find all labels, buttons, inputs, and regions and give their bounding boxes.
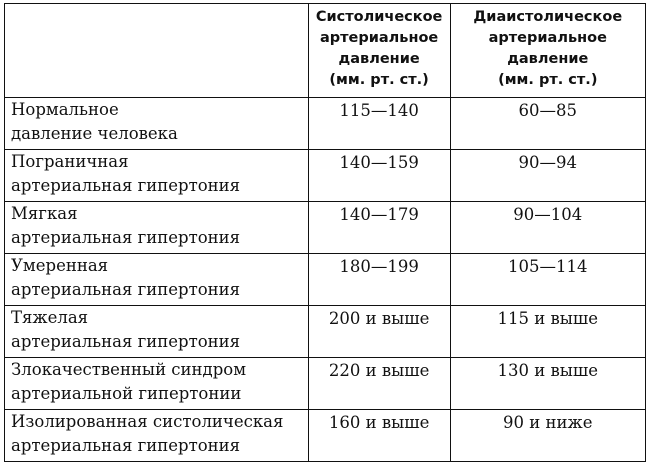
diastolic-cell: 90—94	[450, 150, 645, 202]
header-diastolic-line: (мм. рт. ст.)	[498, 72, 598, 88]
category-line: артериальная гипертония	[11, 228, 241, 247]
systolic-cell: 140—179	[308, 202, 450, 254]
header-diastolic	[450, 4, 645, 98]
category-line: Изолированная систолическая	[11, 412, 284, 431]
table-header-row	[5, 4, 646, 98]
header-systolic-line: артериальное	[319, 30, 439, 46]
systolic-cell: 115—140	[308, 98, 450, 150]
table-row	[5, 254, 646, 306]
category-line: Злокачественный синдром	[11, 360, 247, 379]
category-cell	[5, 358, 309, 410]
header-category	[5, 4, 309, 98]
header-systolic-line: Систолическое	[315, 9, 443, 25]
category-line: артериальная гипертония	[11, 280, 241, 299]
systolic-cell: 220 и выше	[308, 358, 450, 410]
blood-pressure-table	[4, 3, 646, 462]
diastolic-cell: 90—104	[450, 202, 645, 254]
header-diastolic-line: давление	[507, 51, 589, 67]
category-cell	[5, 306, 309, 358]
category-line: Мягкая	[11, 204, 78, 223]
category-line: Пограничная	[11, 152, 129, 171]
diastolic-cell: 105—114	[450, 254, 645, 306]
category-cell	[5, 202, 309, 254]
systolic-cell: 200 и выше	[308, 306, 450, 358]
category-line: артериальная гипертония	[11, 176, 241, 195]
category-line: артериальной гипертонии	[11, 384, 242, 403]
category-line: Умеренная	[11, 256, 109, 275]
category-cell	[5, 150, 309, 202]
table-row	[5, 358, 646, 410]
header-systolic	[308, 4, 450, 98]
diastolic-cell: 130 и выше	[450, 358, 645, 410]
diastolic-cell: 60—85	[450, 98, 645, 150]
category-line: артериальная гипертония	[11, 332, 241, 351]
table-row	[5, 410, 646, 462]
table-row	[5, 202, 646, 254]
category-cell	[5, 98, 309, 150]
table-row	[5, 150, 646, 202]
header-diastolic-line: артериальное	[488, 30, 607, 46]
table-row	[5, 98, 646, 150]
header-systolic-line: давление	[338, 51, 420, 67]
diastolic-cell: 115 и выше	[450, 306, 645, 358]
systolic-cell: 180—199	[308, 254, 450, 306]
table-row	[5, 306, 646, 358]
category-cell	[5, 254, 309, 306]
category-line: Нормальное	[11, 100, 119, 119]
category-line: артериальная гипертония	[11, 436, 241, 455]
header-systolic-line: (мм. рт. ст.)	[329, 72, 429, 88]
category-cell	[5, 410, 309, 462]
header-diastolic-line: Диаистолическое	[473, 9, 623, 25]
category-line: давление человека	[11, 124, 178, 143]
systolic-cell: 160 и выше	[308, 410, 450, 462]
diastolic-cell: 90 и ниже	[450, 410, 645, 462]
category-line: Тяжелая	[11, 308, 89, 327]
systolic-cell: 140—159	[308, 150, 450, 202]
